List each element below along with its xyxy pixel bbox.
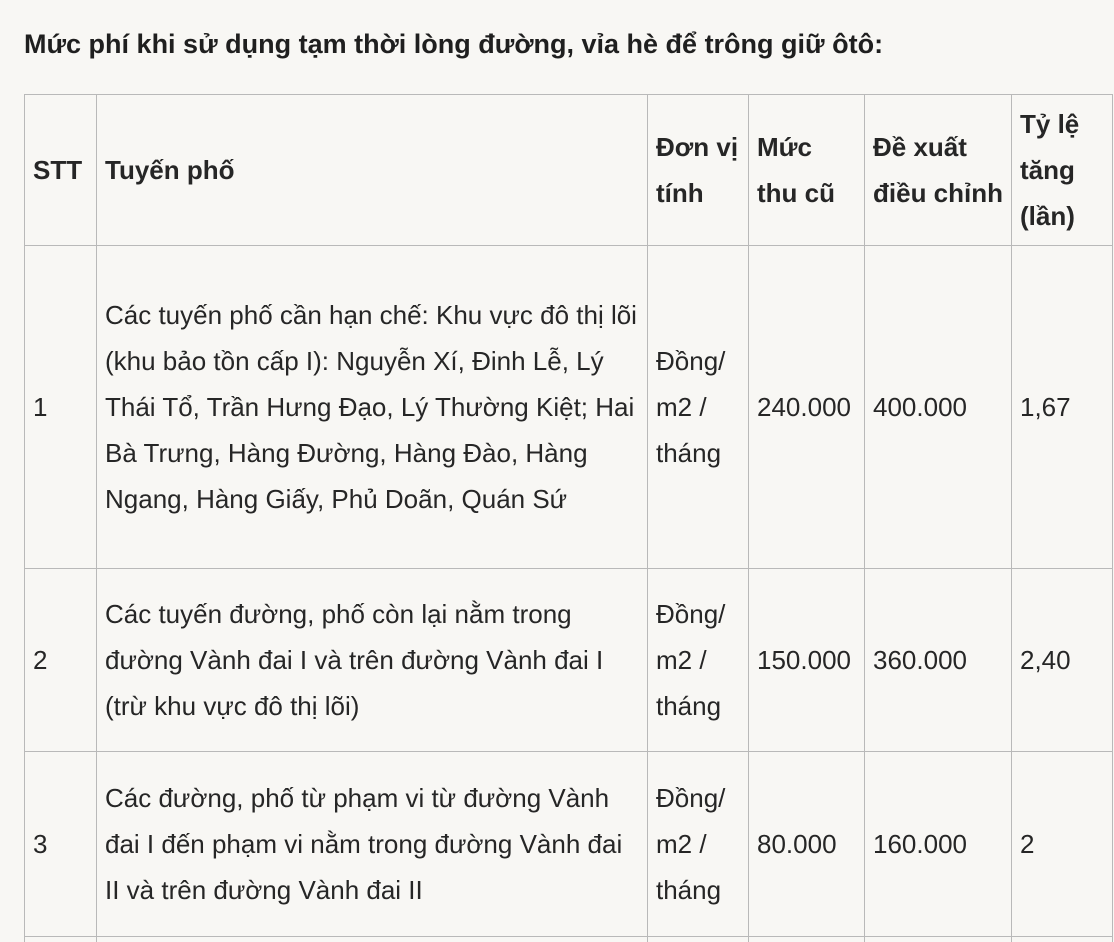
cell-ratio: 1,67: [1012, 246, 1113, 569]
table-row: [25, 246, 1113, 569]
cell-proposed: 400.000: [865, 246, 1012, 569]
header-unit: Đơn vị tính: [648, 95, 749, 246]
cell-empty: [648, 937, 749, 942]
table-header-row: [25, 95, 1113, 246]
cell-empty: [1012, 937, 1113, 942]
cell-empty: [97, 937, 648, 942]
header-street: Tuyến phố: [97, 95, 648, 246]
cell-empty: [749, 937, 865, 942]
cell-ratio: 2,40: [1012, 569, 1113, 752]
cell-unit: Đồng/ m2 / tháng: [648, 246, 749, 569]
cell-unit: Đồng/ m2 / tháng: [648, 752, 749, 937]
section-heading: Mức phí khi sử dụng tạm thời lòng đường, vỉa hè để trông giữ ôtô:: [24, 29, 884, 59]
cell-ratio: 2: [1012, 752, 1113, 937]
cell-old-rate: 240.000: [749, 246, 865, 569]
cell-stt: 1: [25, 246, 97, 569]
cell-stt: 3: [25, 752, 97, 937]
cell-street: Các tuyến phố cần hạn chế: Khu vực đô thị lõi (khu bảo tồn cấp I): Nguyễn Xí, Đinh Lễ, Lý Thái Tổ, Trần Hưng Đạo, Lý Thường Kiệt; Hai Bà Trưng, Hàng Đường, Hàng Đào, Hàng Ngang, Hàng Giấy, Phủ Doãn, Quán Sứ: [97, 246, 648, 569]
cell-unit: Đồng/ m2 / tháng: [648, 569, 749, 752]
fee-table: [24, 94, 1113, 942]
cell-street: Các đường, phố từ phạm vi từ đường Vành đai I đến phạm vi nằm trong đường Vành đai II và trên đường Vành đai II: [97, 752, 648, 937]
header-old-rate: Mức thu cũ: [749, 95, 865, 246]
cell-proposed: 160.000: [865, 752, 1012, 937]
cell-old-rate: 80.000: [749, 752, 865, 937]
table-row: [25, 752, 1113, 937]
header-ratio: Tỷ lệ tăng (lần): [1012, 95, 1113, 246]
cell-empty: [865, 937, 1012, 942]
cell-empty: [25, 937, 97, 942]
header-stt: STT: [25, 95, 97, 246]
header-proposed: Đề xuất điều chỉnh: [865, 95, 1012, 246]
table-row-partial: [25, 937, 1113, 942]
table-row: [25, 569, 1113, 752]
cell-street: Các tuyến đường, phố còn lại nằm trong đường Vành đai I và trên đường Vành đai I (trừ khu vực đô thị lõi): [97, 569, 648, 752]
cell-stt: 2: [25, 569, 97, 752]
cell-proposed: 360.000: [865, 569, 1012, 752]
cell-old-rate: 150.000: [749, 569, 865, 752]
